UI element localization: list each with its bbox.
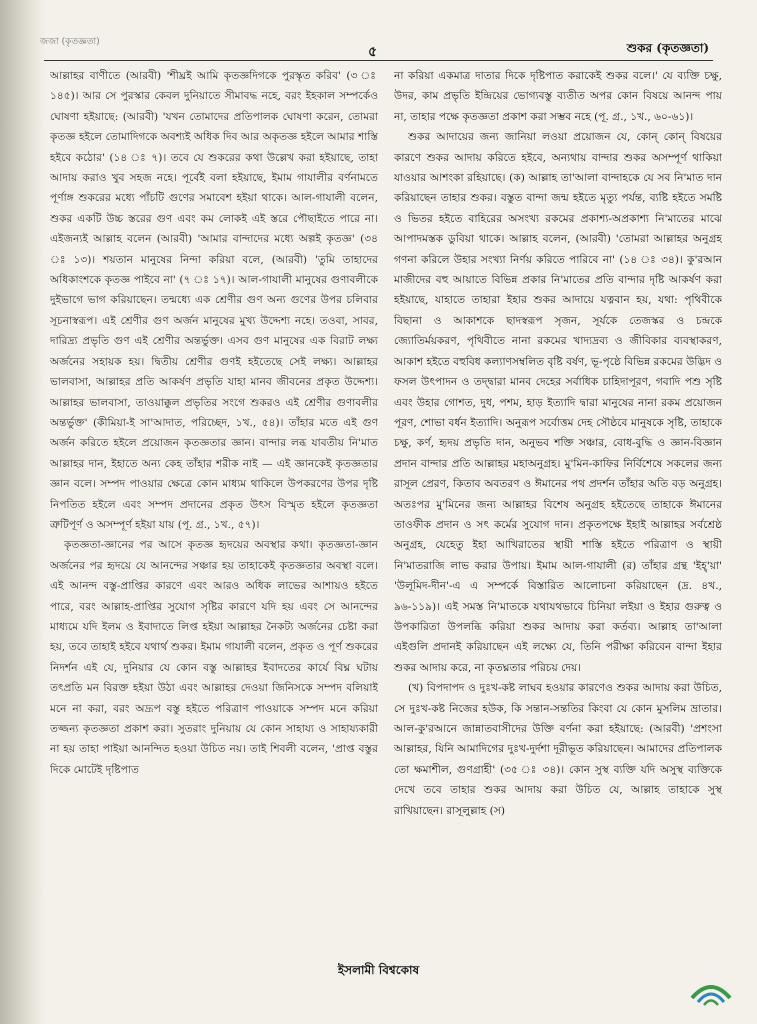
paragraph: আল্লাহর বাণীতে (আরবী) 'শীঘ্রই আমি কৃতজ্ঞদিগকে পুরস্কৃত করিব' (৩ ঃ ১৪৫)। আর সে পুরস্কার কেবল দুনিয়াতে সীমাবদ্ধ নহে, বরং ইহকাল সম্পর্কেও ঘোষণা হইয়াছে: (আরবী) 'যখন তোমাদের প্রতিপালক ঘোষণা করেন, তোমরা কৃতজ্ঞ হইলে তোমাদিগকে অবশ্যই অধিক দিব আর অকৃতজ্ঞ হইলে আমার শাস্তি হইবে কঠোর' (১৪ ঃ ৭)। তবে যে শুকরের কথা উল্লেখ করা হইয়াছে, তাহা আদায় করাও খুব সহজ নহে। পূর্বেই বলা হইয়াছে, ইমাম গাযালীর বর্ণনামতে পূর্ণাঙ্গ শুকরের মধ্যে পাঁচটি গুণের সমাবেশ হইয়া থাকে। আল-গাযালী বলেন, শুকর একটি উচ্চ স্তরের গুণ এবং কম লোকই এই স্তরে পৌছাইতে পারে না। এইজন্যই আল্লাহ বলেন (আরবী) 'আমার বান্দাদের মধ্যে অল্পই কৃতজ্ঞ' (৩৪ ঃ ১৩)। শয়তান মানুষের নিন্দা করিয়া বলে, (আরবী) 'তুমি তাহাদের অধিকাংশকে কৃতজ্ঞ পাইবে না' (৭ ঃ ১৭)। আল-গাযালী মানুষের গুণাবলীকে দুইভাগে ভাগ করিয়াছেন। তন্মধ্যে এক শ্রেণীর গুণ অন্য গুণের উপর চলিবার সূচনাস্বরূপ। এই শ্রেণীর গুণ অর্জন মানুষের মুখ্য উদ্দেশ্য নহে। তওবা, সাবর, দারিদ্র্য প্রভৃতি গুণ এই শ্রেণীর অন্তর্ভুক্ত। এসব গুণ মানুষের এক বিরাট লক্ষ্য অর্জনের সহায়ক হয়। দ্বিতীয় শ্রেণীর গুণই হইতেছে সেই লক্ষ্য। আল্লাহর ভালবাসা, আল্লাহর প্রতি আকর্ষণ প্রভৃতি যাহা মানব জীবনের প্রকৃত উদ্দেশ্য। আল্লাহর ভালবাসা, তাওয়াক্কুল প্রভৃতির সংগে শুকরও এই শ্রেণীর গুণাবলীর অন্তর্ভুক্ত' (কীমিয়া-ই সা'আদাত, পরিচ্ছেদ, ১খ., ৫৪)। তাঁহার মতে এই গুণ অর্জন করিতে হইলে প্রয়োজন কৃতজ্ঞতার জ্ঞান। বান্দার লব্ধ যাবতীয় নি'মাত আল্লাহর দান, ইহাতে অন্য কেহ তাঁহার শরীক নাই — এই জ্ঞানকেই কৃতজ্ঞতার জ্ঞান বলে। সম্পদ পাওয়ার ক্ষেত্রে কোন মাধ্যম থাকিলে উপকরণের উপর দৃষ্টি নিপতিত হইলে এবং সম্পদ প্রদানের প্রকৃত উৎস বিস্মৃত হইলে কৃতজ্ঞতা ত্রুটিপূর্ণ ও অসম্পূর্ণ হইয়া যায় (পূ. গ্র., ১খ., ৫৭)। <box>50 70 378 531</box>
paragraph: (খ) বিপদাপদ ও দুঃখ-কষ্ট লাঘব হওয়ার কারণেও শুকর আদায় করা উচিত, সে দুঃখ-কষ্ট নিজের হউক, কি সন্তান-সন্ততির কিংবা যে কোন মুসলিম ভ্রাতার। আল-কু'রআনে জান্নাতবাসীদের উক্তি বর্ণনা করা হইয়াছে: (আরবী) 'প্রশংসা আল্লাহর, যিনি আমাদিগের দুঃখ-দুর্দশা দূরীভূত করিয়াছেন। আমাদের প্রতিপালক তো ক্ষমাশীল, গুণগ্রাহী' (৩৫ ঃ ৩৪)। কোন সুস্থ ব্যক্তি যদি অসুস্থ ব্যক্তিকে দেখে তবে তাহার শুকর আদায় করা উচিত যে, আল্লাহ তাহাকে সুস্থ রাখিয়াছেন। রাসূলুল্লাহ (স) <box>394 682 722 817</box>
page-binding-shadow <box>0 0 46 1024</box>
header-divider <box>44 60 713 61</box>
paragraph: কৃতজ্ঞতা-জ্ঞানের পর আসে কৃতজ্ঞ হৃদয়ের অবস্থার কথা। কৃতজ্ঞতা-জ্ঞান অর্জনের পর হৃদয়ে যে আনন্দের সঞ্চার হয় তাহাকেই কৃতজ্ঞতার অবস্থা বলে। এই আনন্দ বস্তু-প্রাপ্তির কারণে এবং আরও অধিক লাভের আশায়ও হইতে পারে, বরং আল্লাহ-প্রাপ্তির সুযোগ সৃষ্টির কারণে যদি হয় এবং সে আনন্দের মাধ্যমে যদি ইলম ও ইবাদাতে লিপ্ত হইয়া আল্লাহর নৈকট্য অর্জনের চেষ্টা করা হয়, তবে তাহাই হইবে যথার্থ শুকর। ইমাম গাযালী বলেন, প্রকৃত ও পূর্ণ শুকরের নিদর্শন এই যে, দুনিয়ার যে কোন বস্তু আল্লাহর ইবাদতের কার্যে বিঘ্ন ঘটায় তৎপ্রতি মন বিরক্ত হইয়া উঠা এবং আল্লাহর দেওয়া জিনিসকে সম্পদ বলিয়াই মনে না করা, বরং অদ্রূপ বস্তু হইতে পরিত্রাণ পাওয়াকে সম্পদ মনে করিয়া তজ্জন্য কৃতজ্ঞতা প্রকাশ করা। সুতরাং দুনিয়ায় যে কোন সাহায্য ও সাহায্যকারী না হয় তাহা পাইয়া আনন্দিত হওয়া উচিত নয়। তাই শিবলী বলেন, 'প্রাপ্ত বস্তুর দিকে মোটেই দৃষ্টিপাত <box>50 539 378 776</box>
encyclopedia-title: ইসলামী বিশ্বকোষ <box>337 963 420 977</box>
paragraph: না করিয়া একমাত্র দাতার দিকে দৃষ্টিপাত করাকেই শুকর বলে।' যে ব্যক্তি চক্ষু, উদর, কাম প্রভৃতি ইন্দ্রিয়ের ভোগ্যবস্তু ব্যতীত অপর কোন বিষয়ে আনন্দ পায় না, তাহার পক্ষে কৃতজ্ঞতা প্রকাশ করা সম্ভব নহে (পূ. গ্র., ১খ., ৬০-৬১)। <box>394 70 722 123</box>
publisher-logo-icon <box>688 972 734 1008</box>
header-left-text: জজা (কৃতজ্ঞতা) <box>40 37 100 47</box>
left-column <box>50 66 378 956</box>
right-column <box>394 66 722 956</box>
page-title: শুকর (কৃতজ্ঞতা) <box>626 41 709 55</box>
paragraph: শুকর আদায়ের জন্য জানিয়া লওয়া প্রয়োজন যে, কোন্ কোন্ বিষয়ের কারণে শুকর আদায় করিতে হইবে, অন্যথায় বান্দার শুকর অসম্পূর্ণ থাকিয়া যাওয়ার আশংকা রহিয়াছে। (ক) আল্লাহ তা'আলা বান্দাহকে যে সব নি'মাত দান করিয়াছেন তাহার শুকর। বস্তুত বান্দা জন্ম হইতে মৃত্যু পর্যন্ত, ব্যষ্টি হইতে সমষ্টি ও ভিতর হইতে বাহিরের অসংখ্য রকমের প্রকাশ্য-অপ্রকাশ্য নি'মাতের মাঝে আপাদমস্তক ডুবিয়া থাকে। আল্লাহ বলেন, (আরবী) 'তোমরা আল্লাহর অনুগ্রহ গণনা করিলে উহার সংখ্যা নির্ণয় করিতে পারিবে না' (১৪ ঃ ৩৪)। কু'রআন মাজীদের বহু আয়াতে বিভিন্ন প্রকার নি'মাতের প্রতি বান্দার দৃষ্টি আকর্ষণ করা হইয়াছে, যাহাতে তাহারা ইহার শুকর আদায়ে যত্নবান হয়, যথা: পৃথিবীকে বিছানা ও আকাশকে ছাদস্বরূপ সৃজন, সূর্যকে তেজস্কর ও চন্দ্রকে জ্যোতির্ময়করণ, পৃথিবীতে নানা রকমের খাদ্যদ্রব্য ও জীবিকার ব্যবস্থাকরণ, আকাশ হইতে বহুবিধ কল্যাণসম্বলিত বৃষ্টি বর্ষণ, ভূ-পৃষ্ঠে বিভিন্ন রকমের উদ্ভিদ ও ফসল উৎপাদন ও তদ্দ্বারা মানব দেহের সর্বাধিক চাহিদাপূরণ, গবাদি পশু সৃষ্টি এবং উহার গোশত, দুধ, পশম, হাড় ইত্যাদি দ্বারা মানুষের নানা রকম প্রয়োজন পূরণ, শোভা বর্ধন ইত্যাদি। অনুরূপ সর্বোত্তম দেহ সৌষ্ঠবে মানুষকে সৃষ্টি, তাহাকে চক্ষু, কর্ণ, হৃদয় প্রভৃতি দান, অনুভব শক্তি সঞ্চার, বোধ-বুদ্ধি ও জ্ঞান-বিজ্ঞান প্রদান বান্দার প্রতি আল্লাহর মহাঅনুগ্রহ। মু'মিন-কাফির নির্বিশেষে সকলের জন্য রাসূল প্রেরণ, কিতাব অবতরণ ও ঈমানের পথ প্রদর্শন তাঁহার অতি বড় অনুগ্রহ। অতঃপর মু'মিনের জন্য আল্লাহর বিশেষ অনুগ্রহ হইতেছে তাহাকে ঈমানের তাওফীক প্রদান ও সৎ কর্মের সুযোগ দান। প্রকৃতপক্ষে ইহাই আল্লাহর সর্বশ্রেষ্ঠ অনুগ্রহ, যেহেতু ইহা আখিরাতের স্থায়ী শাস্তি হইতে পরিত্রাণ ও স্থায়ী নি'মাতরাজি লাভ করার উপায়। ইমাম আল-গাযালী (র) তাঁহার গ্রন্থ 'ইহ্'য়া' 'উলূমিদ-দীন'-এ এ সম্পর্কে বিস্তারিত আলোচনা করিয়াছেন (দ্র. ৪খ., ৯৬-১১৯)। এই সমস্ত নি'মাতকে যথাযথভাবে চিনিয়া লইয়া ও ইহার গুরুত্ব ও উপকারিতা উপলব্ধি করিয়া শুকর আদায় করা কর্তব্য। আল্লাহ তা'আলা এইগুলি প্রদানই করিয়াছেন এই লক্ষ্যে যে, তিনি পরীক্ষা করিবেন বান্দা ইহার শুকর আদায় করে, না কৃতঘ্নতার পরিচয় দেয়। <box>394 131 722 674</box>
page-number: ৫ <box>368 44 378 60</box>
